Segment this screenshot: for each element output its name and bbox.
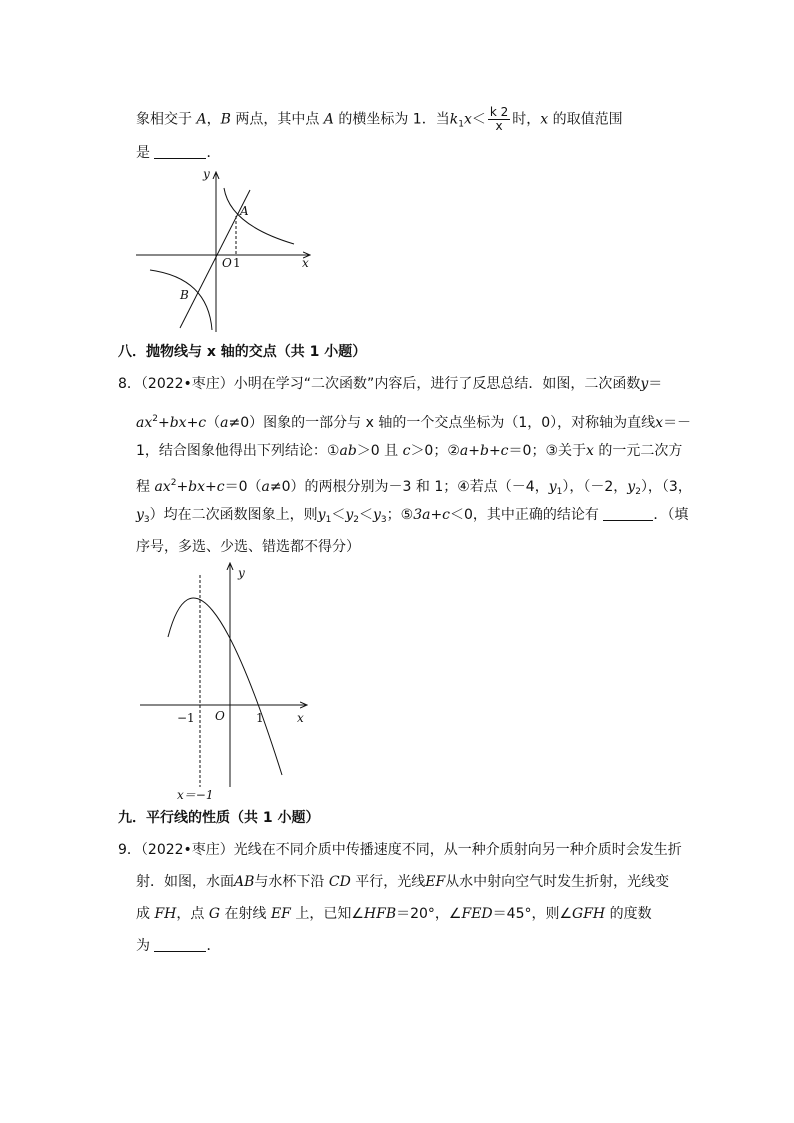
q9-text-line-1: 9．（2022•枣庄）光线在不同介质中传播速度不同，从一种介质射向另一种介质时会发生折 xyxy=(118,842,682,858)
q8-graph xyxy=(135,555,315,805)
q9-text-line-3: 成 FH，点 G 在射线 EF 上，已知∠HFB＝20°，∠FED＝45°，则∠GFH 的度数 xyxy=(136,906,652,922)
label-B: B xyxy=(180,288,189,302)
section-9-heading: 九．平行线的性质（共 1 小题） xyxy=(118,810,320,826)
label-one: 1 xyxy=(233,256,241,270)
q7-text-line-2: 是 ． xyxy=(136,145,221,161)
section-8-heading: 八．抛物线与 x 轴的交点（共 1 小题） xyxy=(118,344,367,360)
label-O: O xyxy=(222,256,232,270)
answer-blank[interactable] xyxy=(154,144,206,159)
label-neg1: −1 xyxy=(177,711,195,725)
q7-fraction: $\frac{k 2}{x}$ xyxy=(489,105,509,133)
q8-text-line-5: $y_3$）均在二次函数图象上，则$y_1<y_2<y_3$；⑤3a+c＜0，其中正确的结论有 ．（填 xyxy=(136,507,689,525)
label-x: x xyxy=(297,711,304,725)
label-y: y xyxy=(238,566,245,580)
parabola xyxy=(168,598,282,775)
q7-text-line-1: 象相交于 A，B 两点，其中点 A 的横坐标为 1．当$k_1x<$ $\frac{k 2}{x}$ 时，x 的取值范围 xyxy=(136,105,623,133)
label-one: 1 xyxy=(256,711,264,725)
answer-blank[interactable] xyxy=(154,937,206,952)
q9-text-line-4: 为 ． xyxy=(136,938,221,954)
label-axis-of-symmetry: x＝−1 xyxy=(177,788,214,802)
q9-text-line-2: 射．如图，水面AB与水杯下沿 CD 平行，光线EF从水中射向空气时发生折射，光线变 xyxy=(136,874,670,890)
q8-text-line-6: 序号，多选、少选、错选都不得分） xyxy=(136,539,360,555)
label-A: A xyxy=(240,204,249,218)
q8-text-line-3: 1，结合图象他得出下列结论：①ab＞0 且 c＞0；②a+b+c＝0；③关于x 的一元二次方 xyxy=(136,443,683,459)
answer-blank[interactable] xyxy=(603,506,653,521)
q8-text-line-2: $ax^2+bx+c(a\ne 0)$图象的一部分与 x 轴的一个交点坐标为（1，0），对称轴为直线x＝－ xyxy=(136,414,692,431)
hyperbola-branch-1 xyxy=(224,188,294,244)
q8-text-line-4: 程 $ax^2+bx+c=0(a\ne 0)$的两根分别为－3 和 1；④若点（－4，$y_1$），（－2，$y_2$），（3， xyxy=(136,478,692,497)
q8-text-line-1: 8．（2022•枣庄）小明在学习“二次函数”内容后，进行了反思总结．如图，二次函数y＝ xyxy=(118,376,663,392)
label-x: x xyxy=(302,256,309,270)
label-O: O xyxy=(215,709,225,723)
q7-graph xyxy=(130,160,320,335)
label-y: y xyxy=(203,167,210,181)
